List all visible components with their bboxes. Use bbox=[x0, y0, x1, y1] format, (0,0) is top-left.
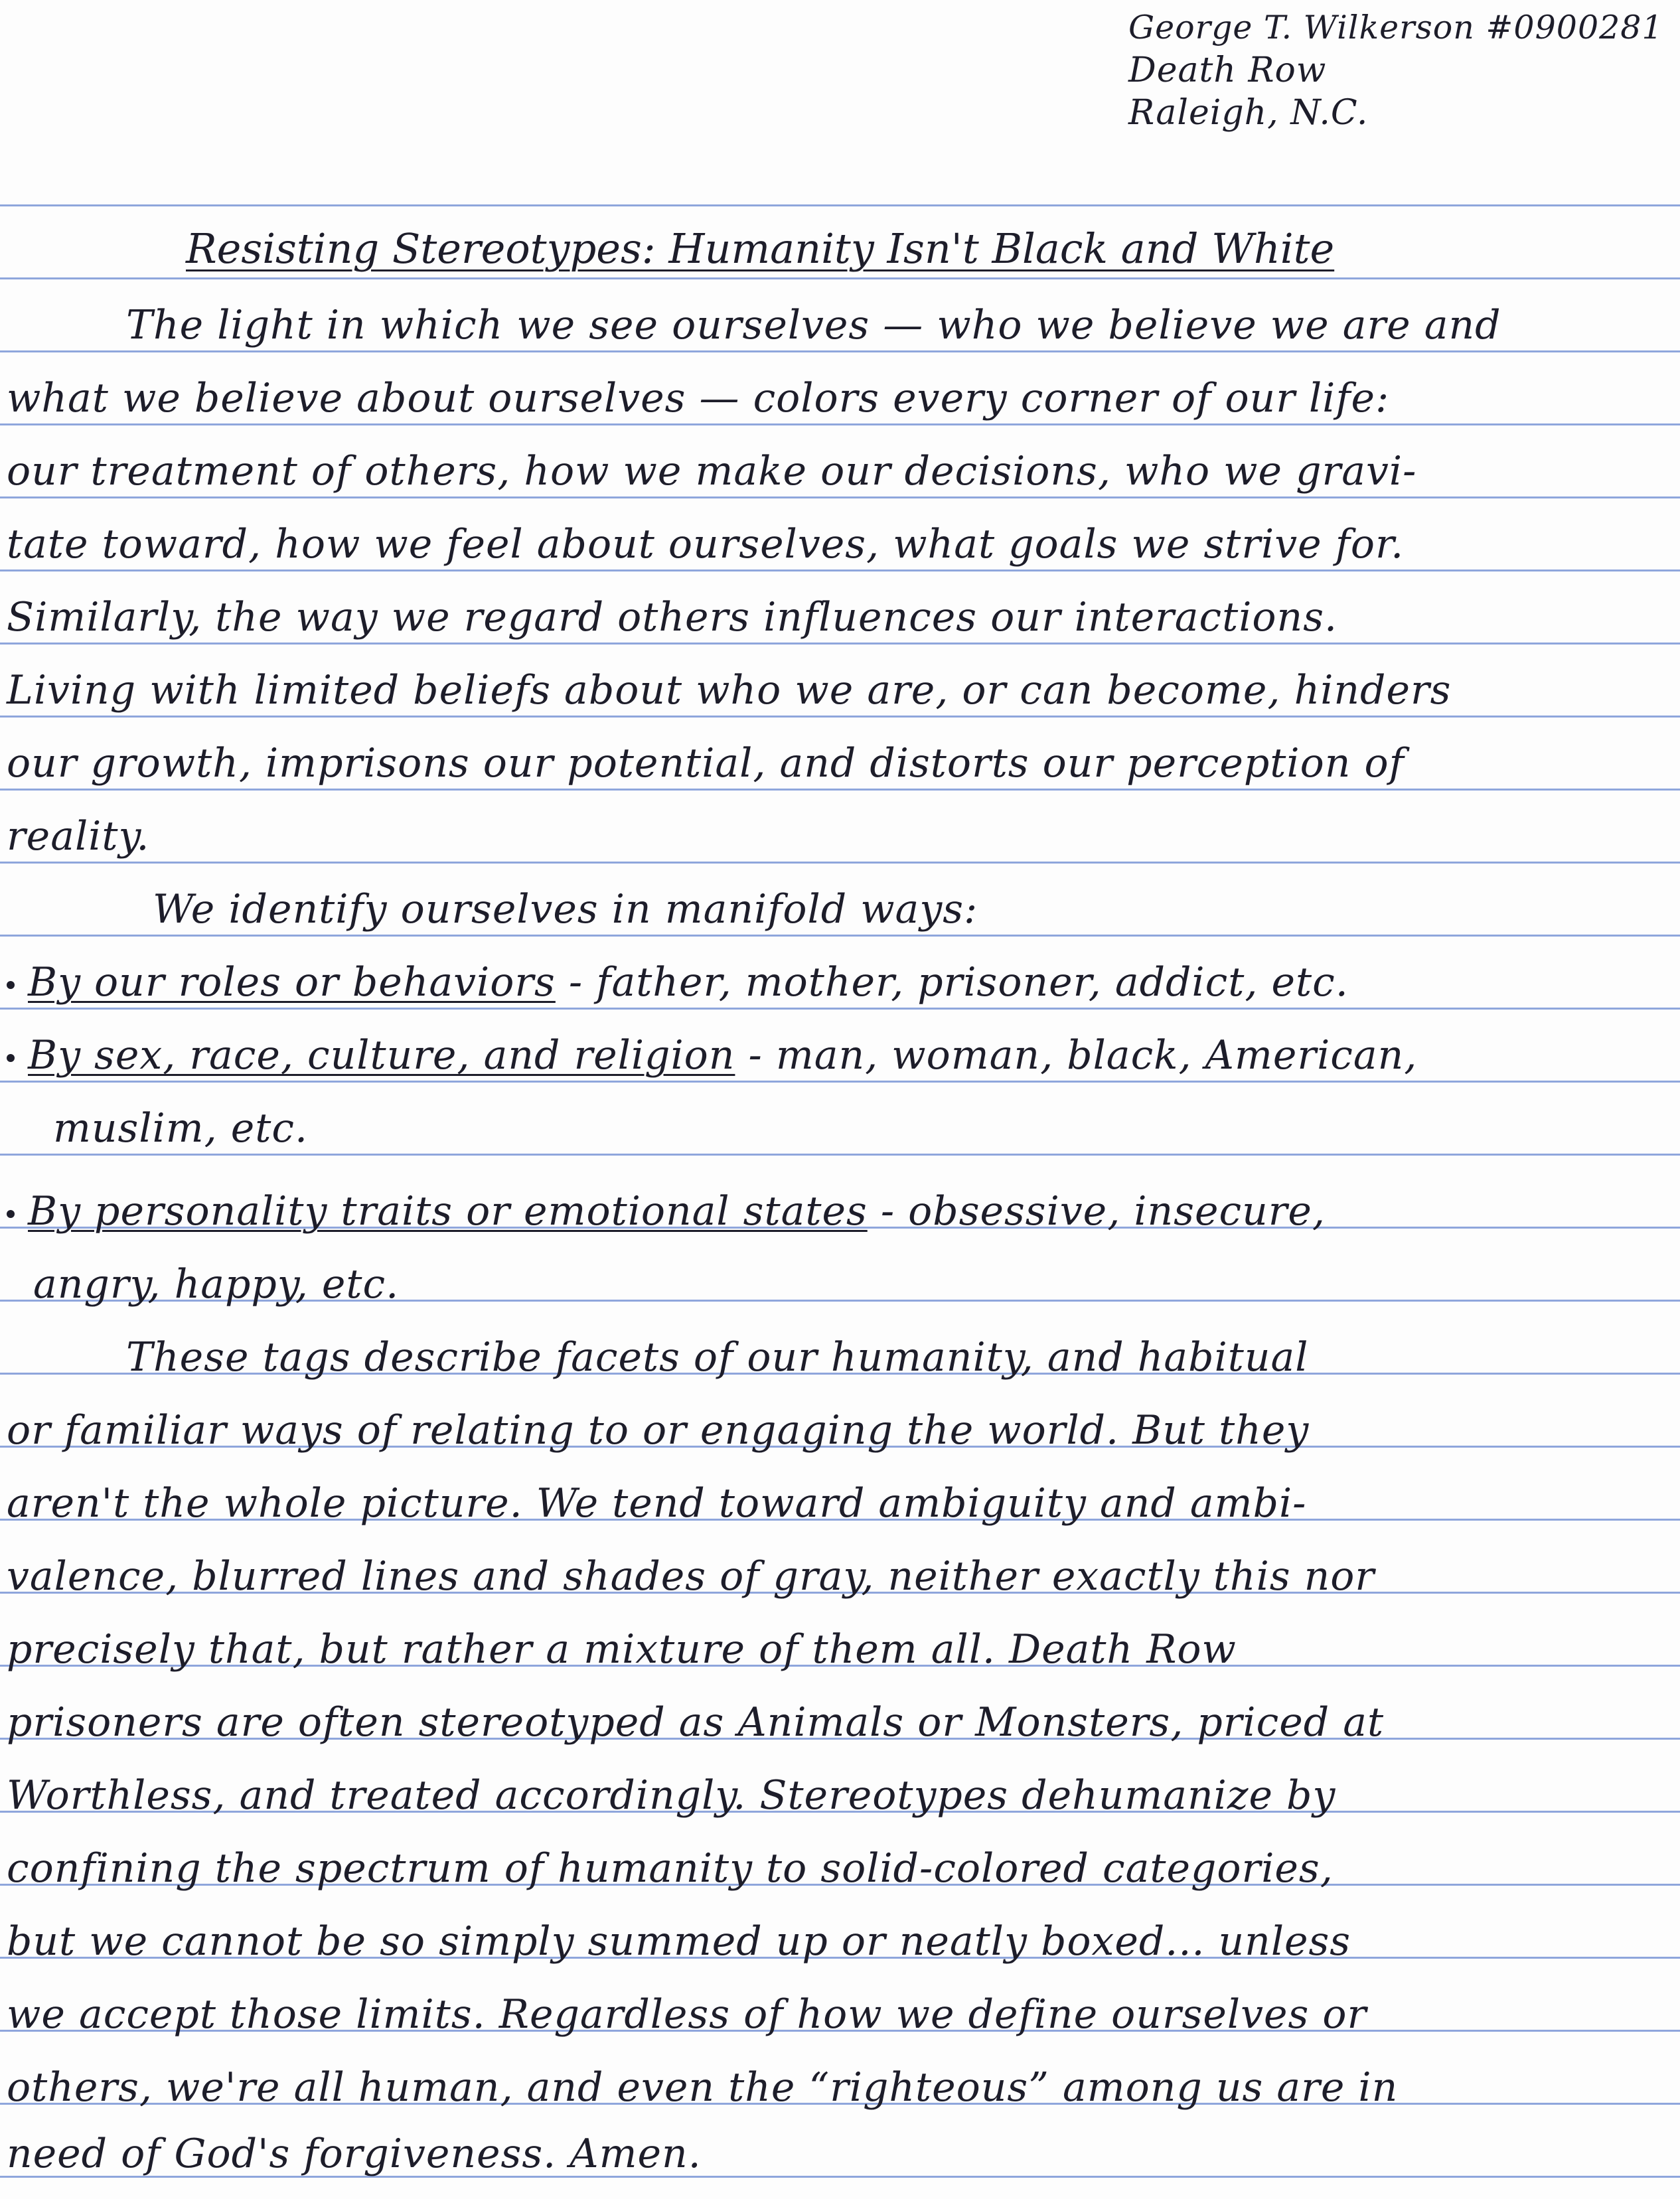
paragraph-line: Living with limited beliefs about who we are, or can become, hinders bbox=[7, 667, 1452, 714]
list-item-label: By personality traits or emotional states bbox=[28, 1188, 868, 1235]
list-item bbox=[7, 1185, 1326, 1238]
list-item bbox=[7, 1029, 1417, 1082]
paragraph-line: what we believe about ourselves — colors every corner of our life: bbox=[7, 375, 1390, 421]
paragraph-line: prisoners are often stereotyped as Animals or Monsters, priced at bbox=[7, 1699, 1385, 1746]
essay-title: Resisting Stereotypes: Humanity Isn't Black and White bbox=[186, 224, 1335, 273]
paragraph-line: precisely that, but rather a mixture of them all. Death Row bbox=[7, 1626, 1237, 1673]
paragraph-line: valence, blurred lines and shades of gray, neither exactly this nor bbox=[7, 1553, 1375, 1600]
paragraph-line: but we cannot be so simply summed up or neatly boxed... unless bbox=[7, 1918, 1351, 1965]
paragraph-line: tate toward, how we feel about ourselves, what goals we strive for. bbox=[7, 521, 1405, 568]
list-item-label: By our roles or behaviors bbox=[28, 959, 556, 1006]
paragraph-line: our treatment of others, how we make our decisions, who we gravi- bbox=[7, 448, 1417, 494]
paragraph-line: our growth, imprisons our potential, and distorts our perception of bbox=[7, 740, 1405, 787]
paragraph-line: others, we're all human, and even the “righteous” among us are in bbox=[7, 2064, 1399, 2111]
list-item-label: By sex, race, culture, and religion bbox=[28, 1032, 735, 1079]
paragraph-line: These tags describe facets of our humanity, and habitual bbox=[126, 1334, 1309, 1381]
paragraph-line: need of God's forgiveness. Amen. bbox=[7, 2131, 702, 2177]
author-city: Raleigh, N.C. bbox=[1128, 93, 1369, 133]
list-intro: We identify ourselves in manifold ways: bbox=[153, 886, 978, 933]
paragraph-line: aren't the whole picture. We tend toward ambiguity and ambi- bbox=[7, 1480, 1307, 1527]
list-item-text: - father, mother, prisoner, addict, etc. bbox=[555, 959, 1349, 1006]
author-address-block bbox=[1128, 7, 1663, 134]
author-name: George T. Wilkerson #0900281 bbox=[1128, 9, 1663, 46]
paragraph-line: or familiar ways of relating to or engaging the world. But they bbox=[7, 1407, 1310, 1454]
paragraph-line: Similarly, the way we regard others influences our interactions. bbox=[7, 594, 1338, 641]
paragraph-line: reality. bbox=[7, 813, 150, 860]
list-item-continuation: angry, happy, etc. bbox=[33, 1261, 400, 1308]
bullet-icon bbox=[7, 1054, 15, 1062]
list-item-text: - obsessive, insecure, bbox=[867, 1188, 1326, 1235]
list-item bbox=[7, 956, 1349, 1009]
author-location: Death Row bbox=[1128, 50, 1327, 90]
paragraph-line: we accept those limits. Regardless of how we define ourselves or bbox=[7, 1991, 1367, 2038]
bullet-icon bbox=[7, 1210, 15, 1218]
list-item-continuation: muslim, etc. bbox=[53, 1105, 309, 1152]
paragraph-line: The light in which we see ourselves — who we believe we are and bbox=[126, 302, 1501, 348]
paragraph-line: confining the spectrum of humanity to solid-colored categories, bbox=[7, 1845, 1334, 1892]
paragraph-line: Worthless, and treated accordingly. Stereotypes dehumanize by bbox=[7, 1772, 1336, 1819]
list-item-text: - man, woman, black, American, bbox=[735, 1032, 1418, 1079]
bullet-icon bbox=[7, 981, 15, 989]
